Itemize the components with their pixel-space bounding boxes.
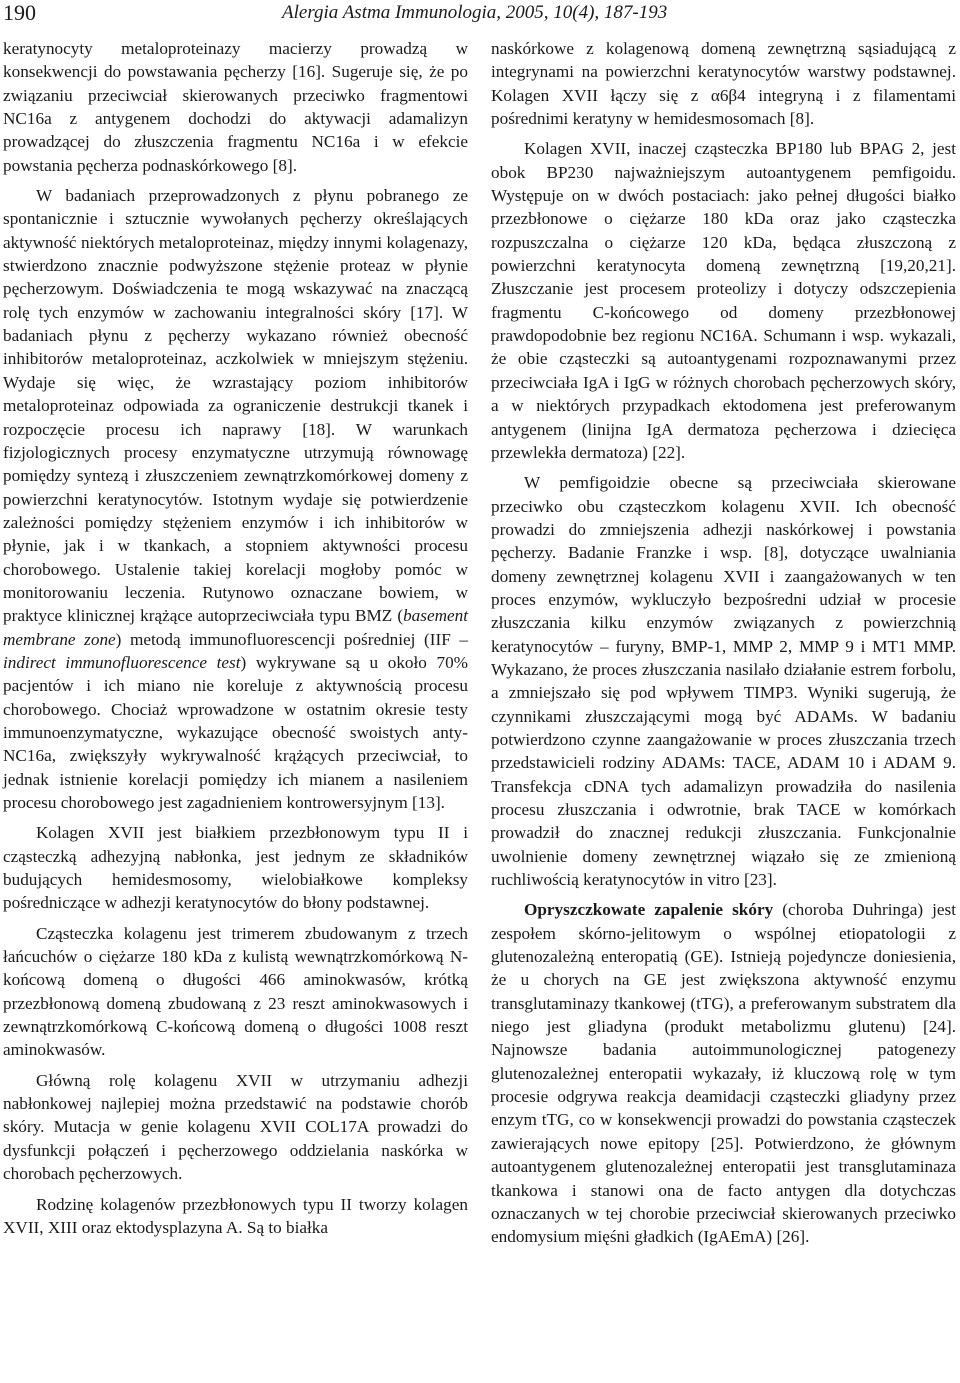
paragraph: Kolagen XVII, inaczej cząsteczka BP180 lub BPAG 2, jest obok BP230 najważniejszym autoantygenem pemfigoidu. Występuje on w dwóch postaciach: jako pełnej długości białko przezbłonowe o ciężarze 180 kDa oraz jako cząsteczka rozpuszczalna o ciężarze 120 kDa, będąca złuszczoną z powierzchni keratynocyta domeną zewnętrzną [19,20,21]. Złuszczanie jest procesem proteolizy i dotyczy odszczepienia fragmentu C-końcowego od domeny przezbłonowej prawdopodobnie bez regionu NC16A. Schumann i wsp. wykazali, że obie cząsteczki są autoantygenami rozpoznawanymi przez przeciwciała IgA i IgG w różnych chorobach pęcherzowych skóry, a w niektórych przypadkach ektodomena jest preferowanym antygenem (linijna IgA dermatoza pęcherzowa i dziecięca przewlekła dermatoza) [22]. <box>491 139 956 462</box>
journal-running-title: Alergia Astma Immunologia, 2005, 10(4), 187-193 <box>282 2 668 23</box>
paragraph <box>491 898 956 1248</box>
paragraph: keratynocyty metaloproteinazy macierzy prowadzą w konsekwencji do powstawania pęcherzy [16]. Sugeruje się, że po związaniu przeciwciał skierowanych przeciwko fragmentowi NC16a z antygenem dochodzi do aktywacji adamalizyn prowadzącej do złuszczenia fragmentu NC16a i w efekcie powstania pęcherza podnaskórkowego [8]. <box>3 39 468 175</box>
paragraph-text: W badaniach przeprowadzonych z płynu pobranego ze spontanicznie i sztucznie wywołanych pęcherzy określających aktywność niektórych metaloproteinaz, między innymi kolagenazy, stwierdzono znacznie podwyższone stężenie proteaz w płynie pęcherzowym. Doświadczenia te mogą wskazywać na znaczącą rolę tych enzymów w zachowaniu integralności skóry [17]. W badaniach płynu z pęcherzy wykazano również obecność inhibitorów metaloproteinaz, aczkolwiek w mniejszym stężeniu. Wydaje się więc, że wzrastający poziom inhibitorów metaloproteinaz odpowiada za ograniczenie destrukcji tkanek i rozpoczęcie procesu ich naprawy [18]. W warunkach fizjologicznych procesy enzymatyczne utrzymują równowagę pomiędzy syntezą i złuszczeniem zewnątrzkomórkowej domeny z powierzchni keratynocytów. Istotnym wydaje się potwierdzenie zależności pomiędzy stężeniem enzymów i ich inhibitorów w płynie, jak i w tkankach, a stopniem aktywności procesu chorobowego. Ustalenie takiej korelacji mogłoby pomóc w monitorowaniu leczenia. Rutynowo oznaczane bowiem, w praktyce klinicznej krążące autoprzeciwciała typu BMZ ( <box>3 186 468 626</box>
paragraph-text: ) wykrywane są u około 70% pacjentów i ich miano nie koreluje z aktywnością procesu chorobowego. Chociaż wprowadzone w ostatnim okresie testy immunoenzymatyczne, wykazujące obecność swoistych anty-NC16a, zwiększyły wykrywalność krążących przeciwciał, to jednak istnienie korelacji pomiędzy ich mianem a nasileniem procesu chorobowego jest zagadnieniem kontrowersyjnym [13]. <box>3 652 468 812</box>
italic-term: indirect immunofluorescence test <box>3 652 241 672</box>
paragraph: Rodzinę kolagenów przezbłonowych typu II tworzy kolagen XVII, XIII oraz ektodysplazyna A. Są to białka <box>3 1194 468 1237</box>
left-column <box>3 37 468 1246</box>
paragraph: Główną rolę kolagenu XVII w utrzymaniu adhezji nabłonkowej najlepiej można przedstawić na podstawie chorób skóry. Mutacja w genie kolagenu XVII COL17A prowadzi do dysfunkcji połączeń i pęcherzowego oddzielania naskórka w chorobach pęcherzowych. <box>3 1070 468 1184</box>
paragraph <box>3 184 468 814</box>
right-column <box>491 37 956 1256</box>
page-number: 190 <box>3 0 36 25</box>
paragraph-text: (choroba Duhringa) jest zespołem skórno-jelitowym o wspólnej etiopatologii z glutenozależną enteropatią (GE). Istnieją pojedyncze doniesienia, że u chorych na GE jest zwiększona aktywność enzymu transglutaminazy tkankowej (tTG), a preferowanym substratem dla niego jest gliadyna (produkt metabolizmu glutenu) [24]. Najnowsze badania autoimmunologicznej patogenezy glutenozależnej enteropatii wykazały, iż kluczową rolę w tym procesie odgrywa reakcja deamidacji cząsteczki gliadyny przez enzym tTG, co w konsekwencji prowadzi do powstania cząsteczek zawierających nowe epitopy [25]. Potwierdzono, że głównym autoantygenem glutenozależnej enteropatii jest transglutaminaza tkankowa i stanowi ona de facto antygen dla dotychczas oznaczanych w tej chorobie przeciwciał skierowanych przeciwko endomysium mięśni gładkich (IgAEmA) [26]. <box>491 900 956 1247</box>
paragraph: W pemfigoidzie obecne są przeciwciała skierowane przeciwko obu cząsteczkom kolagenu XVII. Ich obecność prowadzi do zmniejszenia adhezji naskórkowej i powstania pęcherzy. Badanie Franzke i wsp. [8], dotyczące uwalniania domeny zewnętrznej kolagenu XVII i zaangażowanych w ten proces enzymów, wykluczyło bezpośredni udział w procesie złuszczania kilku enzymów związanych z powierzchnią keratynocytów – furyny, BMP-1, MMP 2, MMP 9 i MT1 MMP. Wykazano, że proces złuszczania nasilało działanie estrem forbolu, a zmniejszało się pod wpływem TIMP3. Wyniki sugerują, że czynnikami złuszczającymi mogą być ADAMs. W badaniu potwierdzono czynne zaangażowanie w proces złuszczania trzech przedstawicieli rodziny ADAMs: TACE, ADAM 10 i ADAM 9. Transfekcja cDNA tych adamalizyn prowadziła do nasilenia procesu złuszczania i odwrotnie, brak TACE w komórkach prowadził do znacznej redukcji złuszczania. Funkcjonalnie uwolnienie domeny zewnętrznej wiązało się ze zmienioną ruchliwością keratynocytów in vitro [23]. <box>491 473 956 890</box>
paragraph: Kolagen XVII jest białkiem przezbłonowym typu II i cząsteczką adhezyjną nabłonka, jest jednym ze składników budujących hemidesmosomy, wielobiałkowe kompleksy pośredniczące w adhezji keratynocytów do błony podstawnej. <box>3 823 468 913</box>
page-header <box>0 0 960 30</box>
paragraph: Cząsteczka kolagenu jest trimerem zbudowanym z trzech łańcuchów o ciężarze 180 kDa z kulistą wewnątrzkomórkową N-końcową domeną o długości 466 aminokwasów, krótką przezbłonową domeną zbudowaną z 23 reszt aminokwasowych i zewnątrzkomórkową C-końcową domeną o długości 1008 reszt aminokwasów. <box>3 923 468 1060</box>
paragraph: naskórkowe z kolagenową domeną zewnętrzną sąsiadującą z integrynami na powierzchni keratynocytów warstwy podstawnej. Kolagen XVII łączy się z α6β4 integryną i z filamentami pośrednimi keratyny w hemidesmosomach [8]. <box>491 39 956 129</box>
section-heading: Opryszczkowate zapalenie skóry <box>524 900 774 920</box>
italic-term: basement membrane zone <box>3 606 468 649</box>
paragraph-text: ) metodą immunofluorescencji pośredniej (IIF – <box>115 629 468 649</box>
